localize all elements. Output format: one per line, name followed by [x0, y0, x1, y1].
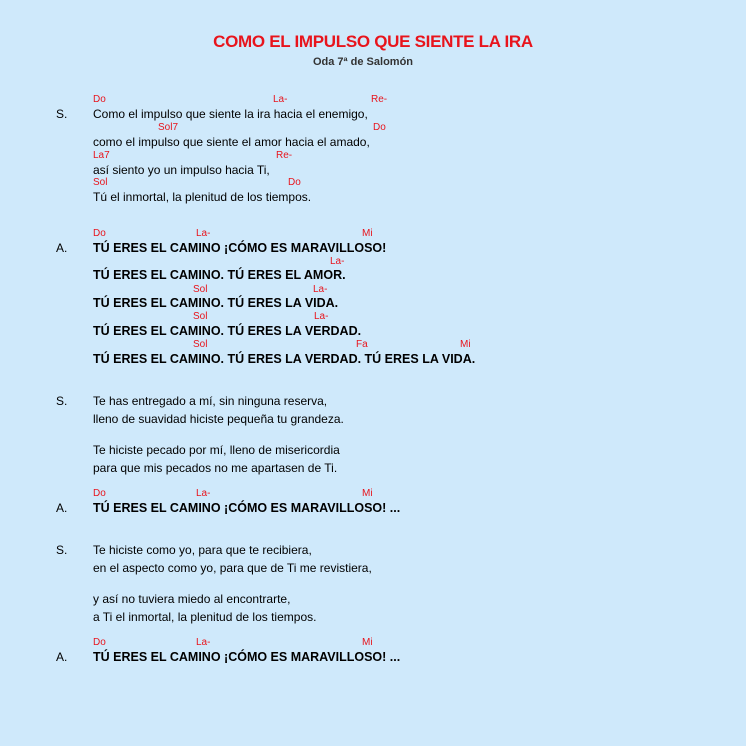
- lyric-line: en el aspecto como yo, para que de Ti me revistiera,: [93, 561, 372, 575]
- voice-label-solo: S.: [56, 107, 68, 121]
- chord: Do: [288, 177, 301, 188]
- lyric-line: Como el impulso que siente la ira hacia el enemigo,: [93, 107, 368, 121]
- voice-label-solo: S.: [56, 394, 68, 408]
- chord: Do: [93, 488, 106, 499]
- voice-label-solo: S.: [56, 543, 68, 557]
- chord: La-: [196, 228, 211, 239]
- lyric-line: así siento yo un impulso hacia Ti,: [93, 163, 270, 177]
- chord: La-: [273, 94, 288, 105]
- chorus-line: TÚ ERES EL CAMINO. TÚ ERES EL AMOR.: [93, 268, 346, 282]
- chord: Re-: [371, 94, 388, 105]
- chord: La-: [313, 284, 328, 295]
- voice-label-assembly: A.: [56, 650, 68, 664]
- lyric-line: y así no tuviera miedo al encontrarte,: [93, 592, 291, 606]
- chorus-line: TÚ ERES EL CAMINO. TÚ ERES LA VIDA.: [93, 296, 339, 310]
- lyric-line: Te hiciste pecado por mí, lleno de misericordia: [93, 443, 340, 457]
- voice-label-assembly: A.: [56, 501, 68, 515]
- lyric-line: Te hiciste como yo, para que te recibiera,: [93, 543, 312, 557]
- chord: Sol7: [158, 122, 179, 133]
- chord: Do: [93, 637, 106, 648]
- chord: Re-: [276, 150, 293, 161]
- chorus-line: TÚ ERES EL CAMINO. TÚ ERES LA VERDAD. TÚ ERES LA VIDA.: [93, 352, 476, 366]
- chord: Do: [93, 94, 106, 105]
- lyric-line: Te has entregado a mí, sin ninguna reserva,: [93, 394, 328, 408]
- chord: La-: [196, 488, 211, 499]
- chorus-line: TÚ ERES EL CAMINO. TÚ ERES LA VERDAD.: [93, 324, 362, 338]
- chord: Sol: [193, 339, 208, 350]
- song-title: COMO EL IMPULSO QUE SIENTE LA IRA: [213, 32, 533, 51]
- lyric-line: lleno de suavidad hiciste pequeña tu grandeza.: [93, 412, 344, 426]
- chord: Sol: [93, 177, 108, 188]
- chord: La-: [314, 311, 329, 322]
- chorus-line: TÚ ERES EL CAMINO ¡CÓMO ES MARAVILLOSO!: [93, 241, 387, 255]
- chord: La-: [196, 637, 211, 648]
- chord: Mi: [362, 228, 373, 239]
- voice-label-assembly: A.: [56, 241, 68, 255]
- chord: Mi: [362, 488, 373, 499]
- lyric-line: Tú el inmortal, la plenitud de los tiempos.: [93, 190, 312, 204]
- chord: La7: [93, 150, 110, 161]
- refrain-line: TÚ ERES EL CAMINO ¡CÓMO ES MARAVILLOSO! ...: [93, 501, 401, 515]
- chord: Sol: [193, 284, 208, 295]
- song-subtitle: Oda 7ª de Salomón: [312, 56, 414, 68]
- lyric-line: a Ti el inmortal, la plenitud de los tiempos.: [93, 610, 317, 624]
- chord: Mi: [460, 339, 471, 350]
- chord: Sol: [193, 311, 208, 322]
- chord: Do: [373, 122, 386, 133]
- lyric-line: para que mis pecados no me apartasen de Ti.: [93, 461, 338, 475]
- chord: Fa: [356, 339, 368, 350]
- chord: Mi: [362, 637, 373, 648]
- chord: La-: [330, 256, 345, 267]
- chord: Do: [93, 228, 106, 239]
- lyric-line: como el impulso que siente el amor hacia el amado,: [93, 135, 370, 149]
- refrain-line: TÚ ERES EL CAMINO ¡CÓMO ES MARAVILLOSO! ...: [93, 650, 401, 664]
